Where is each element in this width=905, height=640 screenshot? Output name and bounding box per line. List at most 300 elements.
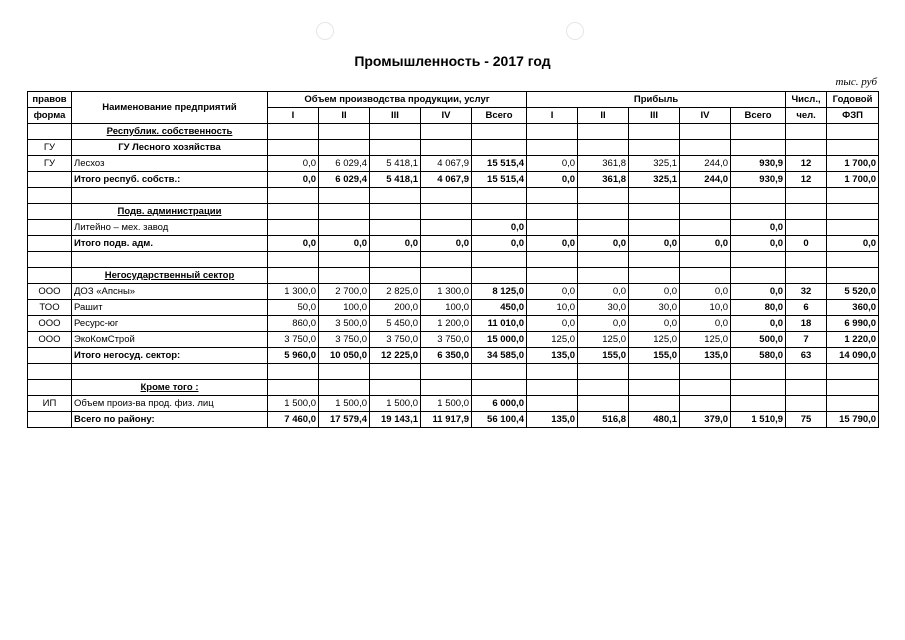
empty-cell: [827, 252, 879, 268]
profit-q1-cell: [527, 220, 578, 236]
empty-cell: [680, 204, 731, 220]
volume-q1-cell: 0,0: [268, 172, 319, 188]
empty-cell: [786, 252, 827, 268]
empty-cell: [786, 204, 827, 220]
payroll-fund-cell: 15 790,0: [827, 412, 879, 428]
table-body: [28, 124, 879, 428]
empty-cell: [786, 380, 827, 396]
profit-q1-cell: 135,0: [527, 412, 578, 428]
profit-q2-cell: 361,8: [578, 156, 629, 172]
empty-cell: [472, 364, 527, 380]
empty-cell: [731, 204, 786, 220]
empty-cell: [786, 188, 827, 204]
profit-q2-cell: [578, 396, 629, 412]
table-row: [28, 316, 879, 332]
volume-q4-cell: 1 500,0: [421, 396, 472, 412]
empty-cell: [731, 364, 786, 380]
volume-q2-cell: 2 700,0: [319, 284, 370, 300]
empty-cell: [472, 140, 527, 156]
volume-q3-cell: 5 418,1: [370, 156, 421, 172]
empty-cell: [421, 124, 472, 140]
empty-cell: [268, 364, 319, 380]
empty-cell: [786, 140, 827, 156]
empty-cell: [268, 204, 319, 220]
legal-form-cell: [28, 348, 72, 364]
punch-hole-mark: [316, 22, 334, 40]
profit-q3-cell: [629, 396, 680, 412]
empty-cell: [370, 188, 421, 204]
profit-q3-cell: 155,0: [629, 348, 680, 364]
enterprise-name-cell: Литейно – мех. завод: [72, 220, 268, 236]
empty-cell: [578, 380, 629, 396]
header-staff-bottom: чел.: [786, 108, 827, 124]
legal-form-cell: ООО: [28, 316, 72, 332]
volume-q3-cell: 3 750,0: [370, 332, 421, 348]
section-title: Подв. администрации: [72, 204, 268, 220]
profit-q3-cell: 0,0: [629, 284, 680, 300]
empty-cell: [680, 124, 731, 140]
volume-q1-cell: 0,0: [268, 236, 319, 252]
industry-table: [27, 91, 879, 428]
volume-q4-cell: 6 350,0: [421, 348, 472, 364]
empty-cell: [319, 124, 370, 140]
volume-q4-cell: 11 917,9: [421, 412, 472, 428]
empty-cell: [827, 364, 879, 380]
empty-cell: [680, 268, 731, 284]
empty-cell: [421, 188, 472, 204]
profit-total-cell: 1 510,9: [731, 412, 786, 428]
empty-cell: [28, 204, 72, 220]
empty-cell: [370, 380, 421, 396]
volume-q2-cell: 3 500,0: [319, 316, 370, 332]
total-row: [28, 236, 879, 252]
empty-cell: [268, 140, 319, 156]
profit-q4-cell: 10,0: [680, 300, 731, 316]
header-volume-total: Всего: [472, 108, 527, 124]
header-profit: Прибыль: [527, 92, 786, 108]
profit-q1-cell: 125,0: [527, 332, 578, 348]
header-fzp-bottom: ФЗП: [827, 108, 879, 124]
empty-cell: [827, 204, 879, 220]
volume-total-cell: 15 515,4: [472, 156, 527, 172]
volume-q2-cell: 100,0: [319, 300, 370, 316]
empty-cell: [578, 140, 629, 156]
payroll-fund-cell: 5 520,0: [827, 284, 879, 300]
volume-q3-cell: 200,0: [370, 300, 421, 316]
volume-q4-cell: 1 200,0: [421, 316, 472, 332]
empty-cell: [370, 204, 421, 220]
profit-q1-cell: 10,0: [527, 300, 578, 316]
profit-q2-cell: 0,0: [578, 284, 629, 300]
blank-row: [28, 364, 879, 380]
table-row: [28, 396, 879, 412]
group-title: ГУ Лесного хозяйства: [72, 140, 268, 156]
empty-cell: [72, 252, 268, 268]
header-form-top: правов: [28, 92, 72, 108]
volume-q2-cell: 0,0: [319, 236, 370, 252]
empty-cell: [629, 140, 680, 156]
section-row: [28, 204, 879, 220]
staff-count-cell: 12: [786, 172, 827, 188]
profit-total-cell: 80,0: [731, 300, 786, 316]
section-title: Кроме того :: [72, 380, 268, 396]
staff-count-cell: 12: [786, 156, 827, 172]
payroll-fund-cell: 1 220,0: [827, 332, 879, 348]
profit-q4-cell: 135,0: [680, 348, 731, 364]
empty-cell: [527, 188, 578, 204]
empty-cell: [319, 140, 370, 156]
empty-cell: [680, 140, 731, 156]
header-volume-q3: III: [370, 108, 421, 124]
empty-cell: [421, 204, 472, 220]
volume-q1-cell: 1 500,0: [268, 396, 319, 412]
volume-q4-cell: 3 750,0: [421, 332, 472, 348]
profit-q3-cell: 0,0: [629, 316, 680, 332]
empty-cell: [827, 380, 879, 396]
empty-cell: [827, 188, 879, 204]
total-row: [28, 348, 879, 364]
volume-q4-cell: 0,0: [421, 236, 472, 252]
profit-total-cell: 500,0: [731, 332, 786, 348]
empty-cell: [527, 124, 578, 140]
total-row: [28, 172, 879, 188]
empty-cell: [731, 252, 786, 268]
empty-cell: [578, 124, 629, 140]
empty-cell: [527, 380, 578, 396]
empty-cell: [472, 268, 527, 284]
volume-total-cell: 0,0: [472, 236, 527, 252]
volume-q2-cell: 10 050,0: [319, 348, 370, 364]
legal-form-cell: ТОО: [28, 300, 72, 316]
profit-q2-cell: 125,0: [578, 332, 629, 348]
header-name: Наименование предприятий: [72, 92, 268, 124]
volume-q3-cell: 1 500,0: [370, 396, 421, 412]
empty-cell: [28, 364, 72, 380]
profit-total-cell: 0,0: [731, 236, 786, 252]
profit-q1-cell: 0,0: [527, 316, 578, 332]
empty-cell: [527, 204, 578, 220]
empty-cell: [629, 364, 680, 380]
empty-cell: [421, 140, 472, 156]
profit-q3-cell: 325,1: [629, 156, 680, 172]
empty-cell: [786, 364, 827, 380]
volume-q4-cell: [421, 220, 472, 236]
header-form-bottom: форма: [28, 108, 72, 124]
staff-count-cell: [786, 396, 827, 412]
profit-q2-cell: 30,0: [578, 300, 629, 316]
header-fzp-top: Годовой: [827, 92, 879, 108]
empty-cell: [472, 252, 527, 268]
volume-q3-cell: 19 143,1: [370, 412, 421, 428]
profit-total-cell: 0,0: [731, 316, 786, 332]
empty-cell: [680, 252, 731, 268]
enterprise-name-cell: Объем произ-ва прод. физ. лиц: [72, 396, 268, 412]
staff-count-cell: 18: [786, 316, 827, 332]
volume-q3-cell: 0,0: [370, 236, 421, 252]
header-volume: Объем производства продукции, услуг: [268, 92, 527, 108]
staff-count-cell: 6: [786, 300, 827, 316]
empty-cell: [421, 268, 472, 284]
empty-cell: [268, 124, 319, 140]
empty-cell: [319, 204, 370, 220]
profit-q4-cell: [680, 396, 731, 412]
header-volume-q1: I: [268, 108, 319, 124]
staff-count-cell: [786, 220, 827, 236]
payroll-fund-cell: 1 700,0: [827, 156, 879, 172]
profit-q3-cell: 480,1: [629, 412, 680, 428]
profit-q3-cell: 325,1: [629, 172, 680, 188]
volume-q3-cell: 5 450,0: [370, 316, 421, 332]
empty-cell: [28, 380, 72, 396]
profit-total-cell: 930,9: [731, 156, 786, 172]
group-row: [28, 140, 879, 156]
profit-q2-cell: 361,8: [578, 172, 629, 188]
empty-cell: [578, 188, 629, 204]
profit-q1-cell: 0,0: [527, 172, 578, 188]
profit-q4-cell: 244,0: [680, 156, 731, 172]
volume-q3-cell: 5 418,1: [370, 172, 421, 188]
volume-q1-cell: 860,0: [268, 316, 319, 332]
empty-cell: [421, 252, 472, 268]
empty-cell: [319, 364, 370, 380]
table-row: [28, 156, 879, 172]
volume-q4-cell: 100,0: [421, 300, 472, 316]
profit-q3-cell: 125,0: [629, 332, 680, 348]
profit-total-cell: [731, 396, 786, 412]
document-title: Промышленность - 2017 год: [354, 53, 551, 69]
profit-q4-cell: 0,0: [680, 236, 731, 252]
profit-total-cell: 0,0: [731, 284, 786, 300]
volume-q1-cell: [268, 220, 319, 236]
empty-cell: [472, 124, 527, 140]
header-profit-q2: II: [578, 108, 629, 124]
profit-q3-cell: 0,0: [629, 236, 680, 252]
volume-q4-cell: 4 067,9: [421, 172, 472, 188]
empty-cell: [527, 364, 578, 380]
blank-row: [28, 252, 879, 268]
volume-q1-cell: 0,0: [268, 156, 319, 172]
legal-form-cell: [28, 236, 72, 252]
profit-q4-cell: 379,0: [680, 412, 731, 428]
volume-q2-cell: 17 579,4: [319, 412, 370, 428]
enterprise-name-cell: Ресурс-юг: [72, 316, 268, 332]
payroll-fund-cell: 0,0: [827, 236, 879, 252]
empty-cell: [680, 188, 731, 204]
empty-cell: [629, 124, 680, 140]
volume-total-cell: 8 125,0: [472, 284, 527, 300]
profit-q1-cell: 135,0: [527, 348, 578, 364]
empty-cell: [629, 204, 680, 220]
empty-cell: [629, 380, 680, 396]
profit-q2-cell: 516,8: [578, 412, 629, 428]
empty-cell: [786, 268, 827, 284]
empty-cell: [319, 188, 370, 204]
profit-q4-cell: 0,0: [680, 284, 731, 300]
profit-q4-cell: [680, 220, 731, 236]
section-row: [28, 268, 879, 284]
empty-cell: [370, 268, 421, 284]
empty-cell: [827, 124, 879, 140]
volume-q2-cell: 6 029,4: [319, 156, 370, 172]
empty-cell: [268, 188, 319, 204]
empty-cell: [319, 268, 370, 284]
header-profit-q4: IV: [680, 108, 731, 124]
table-row: [28, 284, 879, 300]
empty-cell: [731, 380, 786, 396]
profit-q4-cell: 125,0: [680, 332, 731, 348]
empty-cell: [370, 252, 421, 268]
staff-count-cell: 75: [786, 412, 827, 428]
profit-q4-cell: 244,0: [680, 172, 731, 188]
volume-q3-cell: 2 825,0: [370, 284, 421, 300]
enterprise-name-cell: ЭкоКомСтрой: [72, 332, 268, 348]
profit-total-cell: 580,0: [731, 348, 786, 364]
volume-q4-cell: 4 067,9: [421, 156, 472, 172]
empty-cell: [731, 140, 786, 156]
empty-cell: [319, 380, 370, 396]
empty-cell: [319, 252, 370, 268]
punch-hole-mark: [566, 22, 584, 40]
header-volume-q4: IV: [421, 108, 472, 124]
empty-cell: [527, 268, 578, 284]
section-row: [28, 124, 879, 140]
empty-cell: [72, 364, 268, 380]
volume-total-cell: 56 100,4: [472, 412, 527, 428]
empty-cell: [731, 268, 786, 284]
empty-cell: [731, 124, 786, 140]
section-title: Республик. собственность: [72, 124, 268, 140]
profit-q2-cell: 0,0: [578, 236, 629, 252]
empty-cell: [28, 268, 72, 284]
volume-total-cell: 11 010,0: [472, 316, 527, 332]
volume-q2-cell: 6 029,4: [319, 172, 370, 188]
enterprise-name-cell: ДОЗ «Апсны»: [72, 284, 268, 300]
enterprise-name-cell: Всего по району:: [72, 412, 268, 428]
empty-cell: [268, 380, 319, 396]
empty-cell: [731, 188, 786, 204]
volume-q3-cell: 12 225,0: [370, 348, 421, 364]
enterprise-name-cell: Итого негосуд. сектор:: [72, 348, 268, 364]
staff-count-cell: 32: [786, 284, 827, 300]
legal-form-cell: ГУ: [28, 156, 72, 172]
empty-cell: [527, 252, 578, 268]
staff-count-cell: 0: [786, 236, 827, 252]
enterprise-name-cell: Итого подв. адм.: [72, 236, 268, 252]
volume-q1-cell: 1 300,0: [268, 284, 319, 300]
volume-total-cell: 450,0: [472, 300, 527, 316]
payroll-fund-cell: 14 090,0: [827, 348, 879, 364]
blank-row: [28, 188, 879, 204]
empty-cell: [268, 252, 319, 268]
empty-cell: [629, 268, 680, 284]
legal-form-cell: [28, 172, 72, 188]
table-row: [28, 220, 879, 236]
header-staff-top: Числ.,: [786, 92, 827, 108]
header-volume-q2: II: [319, 108, 370, 124]
volume-q1-cell: 3 750,0: [268, 332, 319, 348]
payroll-fund-cell: 1 700,0: [827, 172, 879, 188]
legal-form-cell: [28, 412, 72, 428]
empty-cell: [28, 188, 72, 204]
header-profit-q1: I: [527, 108, 578, 124]
profit-total-cell: 0,0: [731, 220, 786, 236]
empty-cell: [578, 268, 629, 284]
volume-total-cell: 0,0: [472, 220, 527, 236]
profit-q1-cell: [527, 396, 578, 412]
enterprise-name-cell: Рашит: [72, 300, 268, 316]
unit-note: тыс. руб: [835, 76, 877, 88]
enterprise-name-cell: Итого респуб. собств.:: [72, 172, 268, 188]
volume-q3-cell: [370, 220, 421, 236]
volume-total-cell: 6 000,0: [472, 396, 527, 412]
empty-cell: [629, 188, 680, 204]
profit-q3-cell: 30,0: [629, 300, 680, 316]
legal-form-cell: [28, 220, 72, 236]
empty-cell: [370, 140, 421, 156]
empty-cell: [629, 252, 680, 268]
empty-cell: [472, 188, 527, 204]
profit-q2-cell: 155,0: [578, 348, 629, 364]
payroll-fund-cell: 360,0: [827, 300, 879, 316]
volume-q1-cell: 7 460,0: [268, 412, 319, 428]
profit-q4-cell: 0,0: [680, 316, 731, 332]
volume-q2-cell: [319, 220, 370, 236]
header-profit-total: Всего: [731, 108, 786, 124]
empty-cell: [421, 380, 472, 396]
empty-cell: [578, 204, 629, 220]
legal-form-cell: ГУ: [28, 140, 72, 156]
volume-q1-cell: 5 960,0: [268, 348, 319, 364]
empty-cell: [786, 124, 827, 140]
empty-cell: [680, 364, 731, 380]
section-row: [28, 380, 879, 396]
empty-cell: [370, 364, 421, 380]
empty-cell: [472, 204, 527, 220]
empty-cell: [827, 268, 879, 284]
volume-q2-cell: 3 750,0: [319, 332, 370, 348]
header-profit-q3: III: [629, 108, 680, 124]
profit-q1-cell: 0,0: [527, 236, 578, 252]
volume-q2-cell: 1 500,0: [319, 396, 370, 412]
empty-cell: [421, 364, 472, 380]
profit-q3-cell: [629, 220, 680, 236]
payroll-fund-cell: [827, 220, 879, 236]
legal-form-cell: ООО: [28, 332, 72, 348]
empty-cell: [578, 364, 629, 380]
table-header: [28, 92, 879, 124]
empty-cell: [72, 188, 268, 204]
empty-cell: [268, 268, 319, 284]
empty-cell: [472, 380, 527, 396]
staff-count-cell: 7: [786, 332, 827, 348]
profit-q1-cell: 0,0: [527, 156, 578, 172]
enterprise-name-cell: Лесхоз: [72, 156, 268, 172]
volume-total-cell: 34 585,0: [472, 348, 527, 364]
profit-total-cell: 930,9: [731, 172, 786, 188]
empty-cell: [680, 380, 731, 396]
table-row: [28, 332, 879, 348]
volume-q1-cell: 50,0: [268, 300, 319, 316]
empty-cell: [527, 140, 578, 156]
volume-total-cell: 15 000,0: [472, 332, 527, 348]
table-row: [28, 300, 879, 316]
payroll-fund-cell: [827, 396, 879, 412]
empty-cell: [827, 140, 879, 156]
legal-form-cell: ООО: [28, 284, 72, 300]
section-title: Негосударственный сектор: [72, 268, 268, 284]
empty-cell: [370, 124, 421, 140]
empty-cell: [578, 252, 629, 268]
